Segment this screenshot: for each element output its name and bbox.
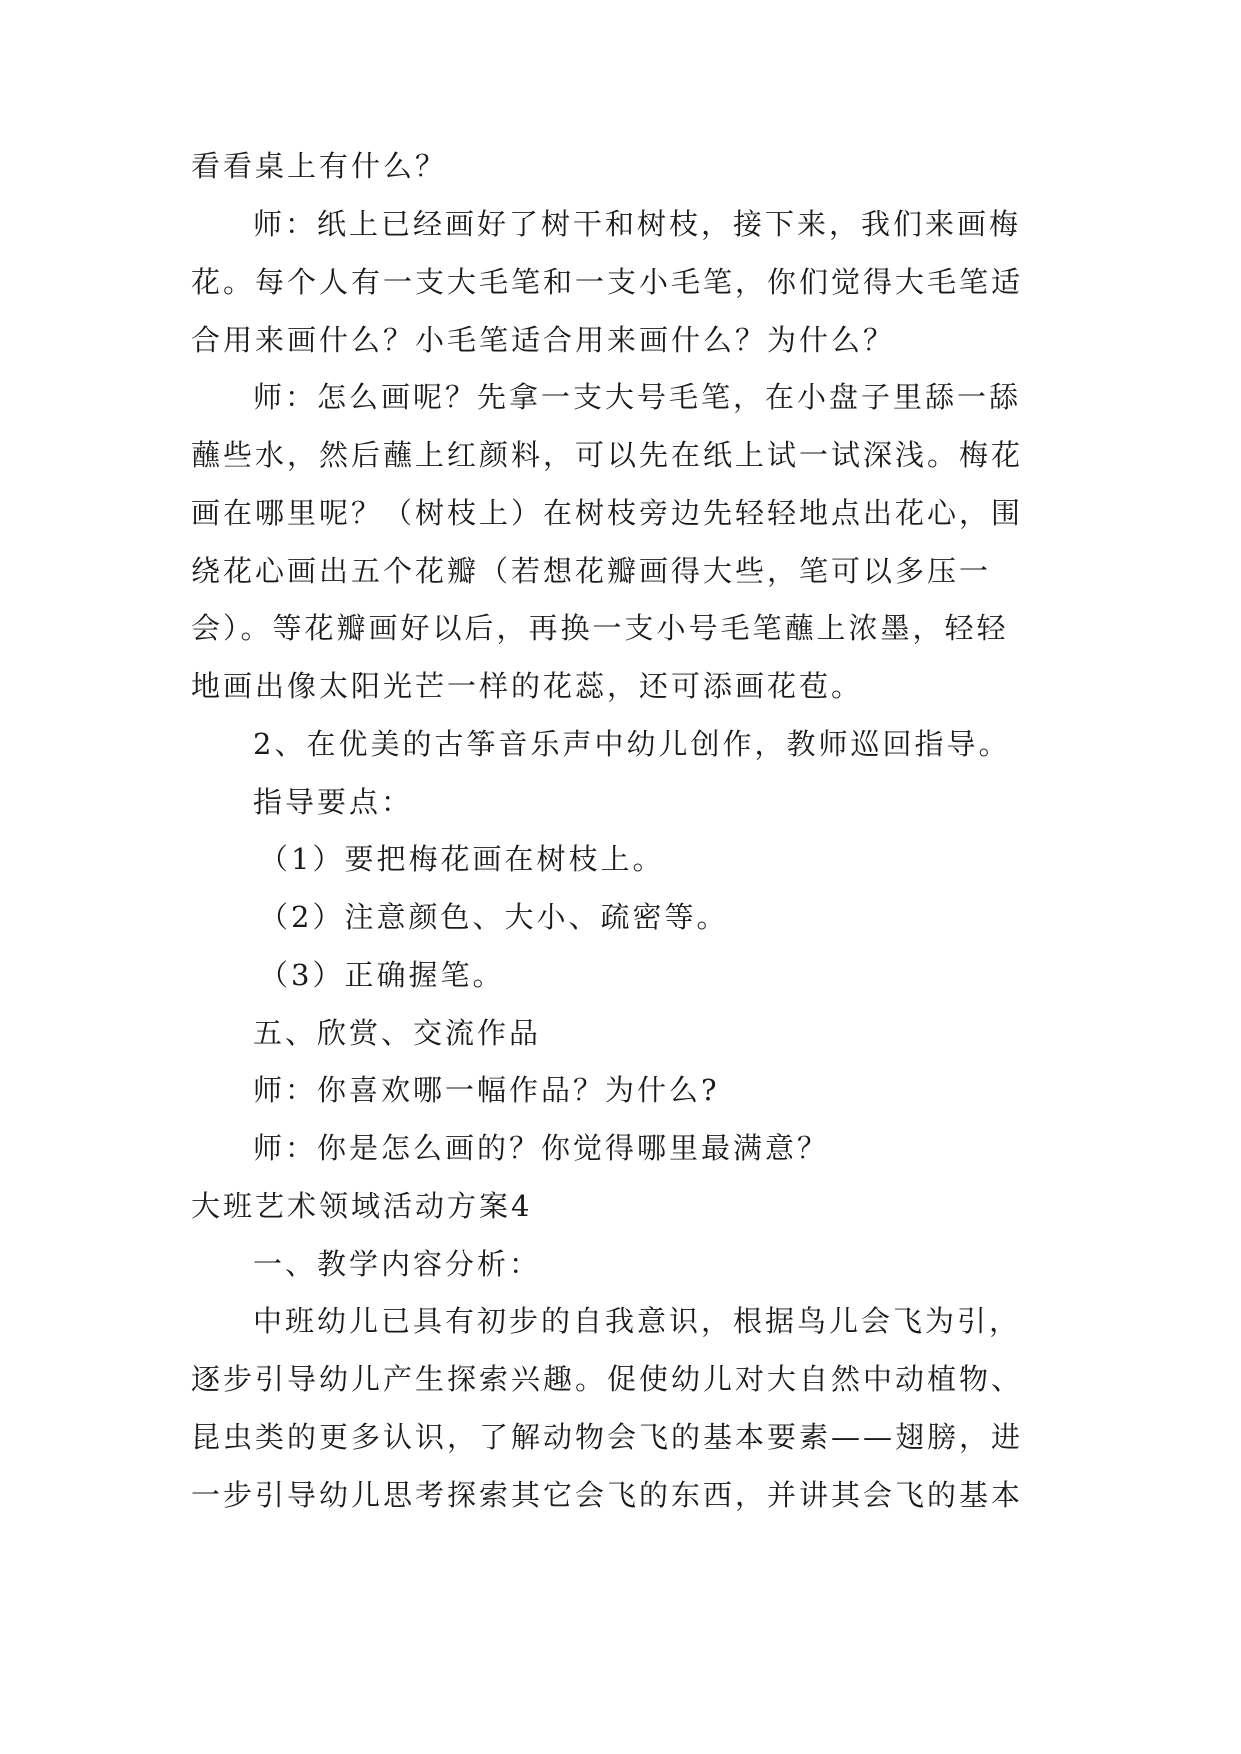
text-line-11: 2、在优美的古筝音乐声中幼儿创作，教师巡回指导。 — [253, 727, 1011, 761]
text-line-8: 绕花心画出五个花瓣（若想花瓣画得大些，笔可以多压一 — [191, 554, 992, 588]
text-line-7: 画在哪里呢？（树枝上）在树枝旁边先轻轻地点出花心，围 — [191, 496, 1024, 530]
text-line-12: 指导要点： — [253, 785, 414, 819]
text-line-21: 中班幼儿已具有初步的自我意识，根据鸟儿会飞为引， — [253, 1304, 1022, 1338]
text-line-1: 看看桌上有什么？ — [191, 149, 448, 183]
text-line-4: 合用来画什么？小毛笔适合用来画什么？为什么？ — [191, 323, 896, 357]
guide-point-2: （2）注意颜色、大小、疏密等。 — [259, 900, 729, 934]
text-line-18: 师：你是怎么画的？你觉得哪里最满意？ — [253, 1131, 830, 1165]
document-heading: 大班艺术领域活动方案4 — [191, 1189, 533, 1223]
text-line-10: 地画出像太阳光芒一样的花蕊，还可添画花苞。 — [191, 669, 864, 703]
text-line-22: 逐步引导幼儿产生探索兴趣。促使幼儿对大自然中动植物、 — [191, 1362, 1024, 1396]
text-line-23: 昆虫类的更多认识，了解动物会飞的基本要素——翅膀，进 — [191, 1420, 1024, 1454]
text-line-24: 一步引导幼儿思考探索其它会飞的东西，并讲其会飞的基本 — [191, 1478, 1024, 1512]
section-heading-5: 五、欣赏、交流作品 — [253, 1016, 542, 1050]
guide-point-1: （1）要把梅花画在树枝上。 — [259, 842, 665, 876]
text-line-9: 会）。等花瓣画好以后，再换一支小号毛笔蘸上浓墨，轻轻 — [191, 611, 1009, 645]
text-line-17: 师：你喜欢哪一幅作品？为什么? — [253, 1073, 720, 1107]
text-line-6: 蘸些水，然后蘸上红颜料，可以先在纸上试一试深浅。梅花 — [191, 438, 1024, 472]
guide-point-3: （3）正确握笔。 — [259, 958, 505, 992]
text-line-3: 花。每个人有一支大毛笔和一支小毛笔，你们觉得大毛笔适 — [191, 265, 1024, 299]
text-line-5: 师：怎么画呢？先拿一支大号毛笔，在小盘子里舔一舔 — [253, 380, 1022, 414]
text-line-2: 师：纸上已经画好了树干和树枝，接下来，我们来画梅 — [253, 207, 1022, 241]
section-heading-1: 一、教学内容分析： — [253, 1247, 542, 1281]
